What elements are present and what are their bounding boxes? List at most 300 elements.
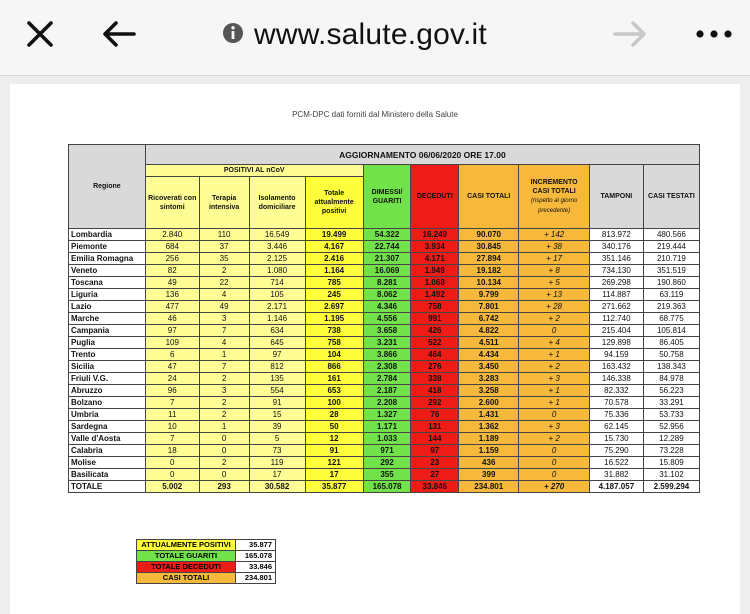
- cell-deceduti: 33.846: [411, 481, 459, 493]
- summary-label: ATTUALMENTE POSITIVI: [137, 540, 236, 551]
- cell-casi-testati: 480.566: [643, 229, 699, 241]
- cell-ricoverati: 477: [145, 301, 199, 313]
- cell-casi-totali: 1.362: [459, 421, 519, 433]
- table-row: [69, 397, 700, 409]
- cell-dimessi: 8.281: [363, 277, 411, 289]
- cell-deceduti: 97: [411, 445, 459, 457]
- header-casi-totali: CASI TOTALI: [459, 165, 519, 229]
- cell-isolamento: 30.582: [249, 481, 305, 493]
- table-row: [69, 241, 700, 253]
- cell-isolamento: 17: [249, 469, 305, 481]
- cell-casi-totali: 4.511: [459, 337, 519, 349]
- cell-incremento: 0: [519, 445, 590, 457]
- header-casi-testati: CASI TESTATI: [643, 165, 699, 229]
- cell-region: Calabria: [69, 445, 146, 457]
- incremento-title: INCREMENTO CASI TOTALI: [530, 178, 578, 195]
- cell-ricoverati: 6: [145, 349, 199, 361]
- header-positivi-group: POSITIVI AL nCoV: [145, 165, 363, 177]
- cell-totale-positivi: 785: [305, 277, 363, 289]
- cell-dimessi: 21.307: [363, 253, 411, 265]
- cell-ricoverati: 684: [145, 241, 199, 253]
- cell-tamponi: 146.338: [589, 373, 643, 385]
- cell-dimessi: 292: [363, 457, 411, 469]
- cell-casi-testati: 12.289: [643, 433, 699, 445]
- cell-incremento: + 2: [519, 433, 590, 445]
- cell-terapia: 2: [199, 409, 249, 421]
- cell-isolamento: 16.549: [249, 229, 305, 241]
- cell-casi-testati: 63.119: [643, 289, 699, 301]
- cell-region: Puglia: [69, 337, 146, 349]
- cell-totale-positivi: 245: [305, 289, 363, 301]
- cell-deceduti: 292: [411, 397, 459, 409]
- cell-incremento: + 3: [519, 373, 590, 385]
- cell-tamponi: 340.176: [589, 241, 643, 253]
- cell-region: Basilicata: [69, 469, 146, 481]
- cell-casi-totali: 7.801: [459, 301, 519, 313]
- cell-terapia: 7: [199, 361, 249, 373]
- cell-deceduti: 1.492: [411, 289, 459, 301]
- cell-terapia: 7: [199, 325, 249, 337]
- summary-value: 35.877: [236, 540, 276, 551]
- cell-region: TOTALE: [69, 481, 146, 493]
- cell-deceduti: 1.949: [411, 265, 459, 277]
- cell-totale-positivi: 19.499: [305, 229, 363, 241]
- cell-deceduti: 16.249: [411, 229, 459, 241]
- cell-isolamento: 135: [249, 373, 305, 385]
- cell-incremento: + 5: [519, 277, 590, 289]
- summary-row: [137, 540, 276, 551]
- cell-region: Valle d'Aosta: [69, 433, 146, 445]
- cell-totale-positivi: 91: [305, 445, 363, 457]
- cell-casi-testati: 73.228: [643, 445, 699, 457]
- url-text: www.salute.gov.it: [254, 18, 487, 51]
- cell-ricoverati: 18: [145, 445, 199, 457]
- cell-tamponi: 112.740: [589, 313, 643, 325]
- cell-incremento: + 38: [519, 241, 590, 253]
- cell-deceduti: 418: [411, 385, 459, 397]
- cell-terapia: 22: [199, 277, 249, 289]
- table-row: [69, 277, 700, 289]
- document-header: PCM-DPC dati forniti dal Ministero della Salute: [292, 110, 458, 119]
- table-row: [69, 325, 700, 337]
- cell-isolamento: 1.146: [249, 313, 305, 325]
- cell-terapia: 49: [199, 301, 249, 313]
- cell-casi-totali: 1.159: [459, 445, 519, 457]
- cell-tamponi: 4.187.057: [589, 481, 643, 493]
- cell-casi-totali: 3.283: [459, 373, 519, 385]
- cell-deceduti: 426: [411, 325, 459, 337]
- cell-deceduti: 338: [411, 373, 459, 385]
- cell-dimessi: 165.078: [363, 481, 411, 493]
- cell-isolamento: 1.080: [249, 265, 305, 277]
- update-title: AGGIORNAMENTO 06/06/2020 ORE 17.00: [145, 145, 699, 165]
- cell-totale-positivi: 104: [305, 349, 363, 361]
- cell-totale-positivi: 161: [305, 373, 363, 385]
- table-row: [69, 457, 700, 469]
- cell-incremento: + 8: [519, 265, 590, 277]
- cell-tamponi: 15.730: [589, 433, 643, 445]
- cell-region: Umbria: [69, 409, 146, 421]
- cell-tamponi: 75.336: [589, 409, 643, 421]
- table-row: [69, 445, 700, 457]
- cell-region: Toscana: [69, 277, 146, 289]
- cell-dimessi: 355: [363, 469, 411, 481]
- cell-region: Veneto: [69, 265, 146, 277]
- header-incremento: [519, 165, 590, 229]
- cell-casi-testati: 219.363: [643, 301, 699, 313]
- cell-ricoverati: 256: [145, 253, 199, 265]
- cell-dimessi: 2.308: [363, 361, 411, 373]
- header-isolamento: Isolamento domiciliare: [249, 177, 305, 229]
- cell-casi-totali: 399: [459, 469, 519, 481]
- close-icon[interactable]: [20, 14, 60, 54]
- summary-row: [137, 551, 276, 562]
- cell-totale-positivi: 28: [305, 409, 363, 421]
- cell-tamponi: 734.130: [589, 265, 643, 277]
- summary-value: 165.078: [236, 551, 276, 562]
- cell-isolamento: 73: [249, 445, 305, 457]
- cell-dimessi: 1.033: [363, 433, 411, 445]
- cell-deceduti: 3.934: [411, 241, 459, 253]
- cell-incremento: 0: [519, 469, 590, 481]
- cell-ricoverati: 47: [145, 361, 199, 373]
- header-dimessi: DIMESSI/ GUARITI: [363, 165, 411, 229]
- cell-totale-positivi: 17: [305, 469, 363, 481]
- cell-totale-positivi: 2.697: [305, 301, 363, 313]
- cell-tamponi: 813.972: [589, 229, 643, 241]
- cell-dimessi: 2.784: [363, 373, 411, 385]
- cell-region: Friuli V.G.: [69, 373, 146, 385]
- cell-totale-positivi: 758: [305, 337, 363, 349]
- forward-icon[interactable]: [610, 14, 650, 54]
- cell-region: Lombardia: [69, 229, 146, 241]
- cell-tamponi: 114.887: [589, 289, 643, 301]
- cell-casi-testati: 190.860: [643, 277, 699, 289]
- cell-isolamento: 2.171: [249, 301, 305, 313]
- cell-terapia: 1: [199, 421, 249, 433]
- cell-casi-testati: 219.444: [643, 241, 699, 253]
- cell-incremento: + 2: [519, 313, 590, 325]
- cell-totale-positivi: 738: [305, 325, 363, 337]
- header-totale-positivi: Totale attualmente positivi: [305, 177, 363, 229]
- document-page: [10, 84, 740, 614]
- table-row: [69, 313, 700, 325]
- cell-dimessi: 22.744: [363, 241, 411, 253]
- cell-tamponi: 75.290: [589, 445, 643, 457]
- cell-region: Molise: [69, 457, 146, 469]
- back-icon[interactable]: [99, 14, 139, 54]
- table-row: [69, 337, 700, 349]
- cell-ricoverati: 97: [145, 325, 199, 337]
- cell-region: Sicilia: [69, 361, 146, 373]
- cell-terapia: 4: [199, 289, 249, 301]
- browser-toolbar: [0, 0, 750, 76]
- cell-region: Trento: [69, 349, 146, 361]
- cell-terapia: 2: [199, 265, 249, 277]
- summary-value: 33.846: [236, 562, 276, 573]
- cell-terapia: 37: [199, 241, 249, 253]
- cell-ricoverati: 24: [145, 373, 199, 385]
- cell-tamponi: 94.159: [589, 349, 643, 361]
- cell-tamponi: 82.332: [589, 385, 643, 397]
- cell-isolamento: 645: [249, 337, 305, 349]
- cell-casi-totali: 2.600: [459, 397, 519, 409]
- cell-tamponi: 269.298: [589, 277, 643, 289]
- cell-incremento: + 17: [519, 253, 590, 265]
- header-tamponi: TAMPONI: [589, 165, 643, 229]
- cell-totale-positivi: 653: [305, 385, 363, 397]
- cell-incremento: + 142: [519, 229, 590, 241]
- cell-isolamento: 2.125: [249, 253, 305, 265]
- cell-casi-totali: 3.258: [459, 385, 519, 397]
- cell-region: Campania: [69, 325, 146, 337]
- cell-dimessi: 3.866: [363, 349, 411, 361]
- summary-label: TOTALE DECEDUTI: [137, 562, 236, 573]
- cell-casi-totali: 1.431: [459, 409, 519, 421]
- summary-value: 234.801: [236, 573, 276, 584]
- cell-ricoverati: 10: [145, 421, 199, 433]
- cell-deceduti: 76: [411, 409, 459, 421]
- cell-casi-testati: 86.405: [643, 337, 699, 349]
- cell-deceduti: 4.171: [411, 253, 459, 265]
- header-regione: Regione: [69, 145, 146, 229]
- cell-ricoverati: 109: [145, 337, 199, 349]
- cell-tamponi: 129.898: [589, 337, 643, 349]
- cell-region: Lazio: [69, 301, 146, 313]
- table-row: [69, 469, 700, 481]
- cell-incremento: 0: [519, 409, 590, 421]
- cell-deceduti: 144: [411, 433, 459, 445]
- cell-terapia: 4: [199, 337, 249, 349]
- cell-totale-positivi: 2.416: [305, 253, 363, 265]
- table-row: [69, 301, 700, 313]
- summary-row: [137, 562, 276, 573]
- cell-deceduti: 276: [411, 361, 459, 373]
- cell-casi-totali: 27.894: [459, 253, 519, 265]
- summary-table: [136, 539, 276, 584]
- cell-dimessi: 3.658: [363, 325, 411, 337]
- cell-terapia: 35: [199, 253, 249, 265]
- cell-terapia: 2: [199, 397, 249, 409]
- cell-tamponi: 271.662: [589, 301, 643, 313]
- header-terapia: Terapia intensiva: [199, 177, 249, 229]
- cell-isolamento: 812: [249, 361, 305, 373]
- cell-dimessi: 4.346: [363, 301, 411, 313]
- cell-region: Sardegna: [69, 421, 146, 433]
- cell-terapia: 293: [199, 481, 249, 493]
- cell-totale-positivi: 866: [305, 361, 363, 373]
- cell-isolamento: 714: [249, 277, 305, 289]
- cell-region: Piemonte: [69, 241, 146, 253]
- cell-incremento: 0: [519, 325, 590, 337]
- cell-casi-totali: 4.434: [459, 349, 519, 361]
- cell-casi-testati: 210.719: [643, 253, 699, 265]
- cell-isolamento: 15: [249, 409, 305, 421]
- cell-deceduti: 131: [411, 421, 459, 433]
- cell-casi-testati: 351.519: [643, 265, 699, 277]
- cell-isolamento: 39: [249, 421, 305, 433]
- cell-totale-positivi: 100: [305, 397, 363, 409]
- cell-dimessi: 1.171: [363, 421, 411, 433]
- cell-tamponi: 16.522: [589, 457, 643, 469]
- cell-ricoverati: 7: [145, 433, 199, 445]
- cell-incremento: + 4: [519, 337, 590, 349]
- cell-isolamento: 634: [249, 325, 305, 337]
- table-row: [69, 409, 700, 421]
- cell-casi-testati: 15.809: [643, 457, 699, 469]
- cell-dimessi: 8.062: [363, 289, 411, 301]
- table-row: [69, 349, 700, 361]
- cell-casi-totali: 19.182: [459, 265, 519, 277]
- cell-incremento: + 2: [519, 361, 590, 373]
- header-deceduti: DECEDUTI: [411, 165, 459, 229]
- table-row: [69, 433, 700, 445]
- cell-casi-testati: 52.956: [643, 421, 699, 433]
- cell-ricoverati: 136: [145, 289, 199, 301]
- cell-casi-totali: 1.189: [459, 433, 519, 445]
- cell-totale-positivi: 12: [305, 433, 363, 445]
- cell-dimessi: 16.069: [363, 265, 411, 277]
- cell-totale-positivi: 1.195: [305, 313, 363, 325]
- table-row: [69, 373, 700, 385]
- cell-tamponi: 70.578: [589, 397, 643, 409]
- cell-casi-totali: 30.845: [459, 241, 519, 253]
- info-icon[interactable]: [222, 22, 244, 49]
- cell-dimessi: 971: [363, 445, 411, 457]
- cell-incremento: + 28: [519, 301, 590, 313]
- cell-totale-positivi: 4.167: [305, 241, 363, 253]
- cell-tamponi: 163.432: [589, 361, 643, 373]
- cell-dimessi: 1.327: [363, 409, 411, 421]
- cell-dimessi: 3.231: [363, 337, 411, 349]
- incremento-note: (rispetto al giorno precedente): [530, 197, 578, 214]
- cell-isolamento: 3.446: [249, 241, 305, 253]
- cell-region: Liguria: [69, 289, 146, 301]
- cell-terapia: 2: [199, 457, 249, 469]
- cell-region: Bolzano: [69, 397, 146, 409]
- table-row: [69, 229, 700, 241]
- cell-terapia: 110: [199, 229, 249, 241]
- cell-region: Marche: [69, 313, 146, 325]
- cell-ricoverati: 2.840: [145, 229, 199, 241]
- cell-deceduti: 1.068: [411, 277, 459, 289]
- header-ricoverati: Ricoverati con sintomi: [145, 177, 199, 229]
- cell-terapia: 0: [199, 469, 249, 481]
- cell-casi-testati: 138.343: [643, 361, 699, 373]
- cell-incremento: + 1: [519, 349, 590, 361]
- cell-casi-totali: 3.450: [459, 361, 519, 373]
- address-bar[interactable]: [222, 14, 542, 56]
- cell-casi-testati: 50.758: [643, 349, 699, 361]
- cell-incremento: + 1: [519, 385, 590, 397]
- cell-incremento: + 270: [519, 481, 590, 493]
- cell-terapia: 0: [199, 445, 249, 457]
- cell-deceduti: 23: [411, 457, 459, 469]
- cell-totale-positivi: 1.164: [305, 265, 363, 277]
- cell-region: Abruzzo: [69, 385, 146, 397]
- cell-ricoverati: 46: [145, 313, 199, 325]
- cell-totale-positivi: 121: [305, 457, 363, 469]
- totale-row: [69, 481, 700, 493]
- cell-deceduti: 522: [411, 337, 459, 349]
- cell-deceduti: 758: [411, 301, 459, 313]
- cell-ricoverati: 5.002: [145, 481, 199, 493]
- cell-casi-testati: 56.223: [643, 385, 699, 397]
- cell-casi-testati: 53.733: [643, 409, 699, 421]
- cell-isolamento: 91: [249, 397, 305, 409]
- cell-deceduti: 991: [411, 313, 459, 325]
- table-row: [69, 265, 700, 277]
- cell-ricoverati: 49: [145, 277, 199, 289]
- cell-terapia: 3: [199, 385, 249, 397]
- cell-ricoverati: 82: [145, 265, 199, 277]
- summary-row: [137, 573, 276, 584]
- cell-totale-positivi: 35.877: [305, 481, 363, 493]
- cell-tamponi: 351.146: [589, 253, 643, 265]
- cell-dimessi: 2.187: [363, 385, 411, 397]
- cell-casi-totali: 436: [459, 457, 519, 469]
- cell-tamponi: 31.882: [589, 469, 643, 481]
- cell-incremento: + 3: [519, 421, 590, 433]
- cell-isolamento: 105: [249, 289, 305, 301]
- cell-isolamento: 119: [249, 457, 305, 469]
- summary-label: CASI TOTALI: [137, 573, 236, 584]
- cell-terapia: 1: [199, 349, 249, 361]
- table-row: [69, 289, 700, 301]
- cell-region: Emilia Romagna: [69, 253, 146, 265]
- cell-incremento: + 13: [519, 289, 590, 301]
- table-row: [69, 253, 700, 265]
- cell-terapia: 3: [199, 313, 249, 325]
- cell-ricoverati: 96: [145, 385, 199, 397]
- summary-label: TOTALE GUARITI: [137, 551, 236, 562]
- cell-dimessi: 2.208: [363, 397, 411, 409]
- cell-terapia: 0: [199, 433, 249, 445]
- cell-casi-testati: 33.291: [643, 397, 699, 409]
- cell-tamponi: 62.145: [589, 421, 643, 433]
- covid-data-table: [68, 144, 700, 493]
- cell-tamponi: 215.404: [589, 325, 643, 337]
- cell-terapia: 2: [199, 373, 249, 385]
- table-row: [69, 385, 700, 397]
- cell-casi-testati: 105.814: [643, 325, 699, 337]
- cell-isolamento: 97: [249, 349, 305, 361]
- cell-isolamento: 5: [249, 433, 305, 445]
- cell-incremento: 0: [519, 457, 590, 469]
- cell-deceduti: 464: [411, 349, 459, 361]
- cell-ricoverati: 11: [145, 409, 199, 421]
- cell-casi-totali: 234.801: [459, 481, 519, 493]
- cell-dimessi: 4.556: [363, 313, 411, 325]
- cell-casi-testati: 84.978: [643, 373, 699, 385]
- cell-ricoverati: 7: [145, 397, 199, 409]
- cell-casi-testati: 68.775: [643, 313, 699, 325]
- cell-ricoverati: 0: [145, 457, 199, 469]
- cell-ricoverati: 0: [145, 469, 199, 481]
- cell-isolamento: 554: [249, 385, 305, 397]
- cell-casi-testati: 2.599.294: [643, 481, 699, 493]
- cell-casi-totali: 6.742: [459, 313, 519, 325]
- more-icon[interactable]: [694, 14, 734, 54]
- cell-casi-totali: 10.134: [459, 277, 519, 289]
- cell-casi-testati: 31.102: [643, 469, 699, 481]
- cell-casi-totali: 9.799: [459, 289, 519, 301]
- table-row: [69, 361, 700, 373]
- cell-totale-positivi: 50: [305, 421, 363, 433]
- table-row: [69, 421, 700, 433]
- cell-deceduti: 27: [411, 469, 459, 481]
- cell-casi-totali: 90.070: [459, 229, 519, 241]
